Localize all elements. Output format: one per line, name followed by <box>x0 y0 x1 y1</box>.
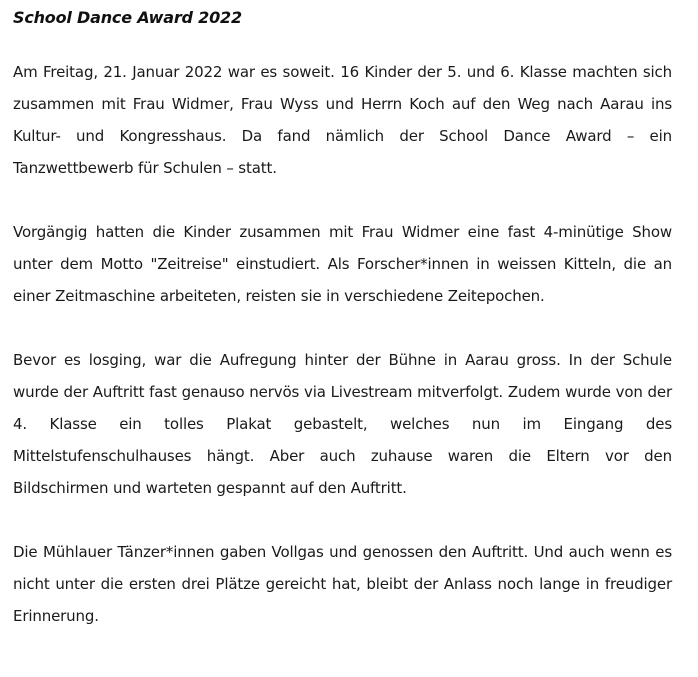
article <box>13 0 672 632</box>
paragraph-trip: Am Freitag, 21. Januar 2022 war es soweit. 16 Kinder der 5. und 6. Klasse machten sich zusammen mit Frau Widmer, Frau Wyss und Herrn Koch auf den Weg nach Aarau ins Kultur- und Kongresshaus. Da fand nämlich der School Dance Award – ein Tanzwettbewerb für Schulen – statt. <box>13 63 672 177</box>
paragraph-excitement: Bevor es losging, war die Aufregung hinter der Bühne in Aarau gross. In der Schule wurde der Auftritt fast genauso nervös via Livestream mitverfolgt. Zudem wurde von der 4. Klasse ein tolles Plakat gebastelt, welches nun im Eingang des Mittelstufenschulhauses hängt. Aber auch zuhause waren die Eltern vor den Bildschirmen und warteten gespannt auf den Auftritt. <box>13 351 672 497</box>
article-title: School Dance Award 2022 <box>13 8 242 27</box>
paragraph-spacer <box>13 184 672 216</box>
paragraph-show: Vorgängig hatten die Kinder zusammen mit Frau Widmer eine fast 4-minütige Show unter dem Motto "Zeitreise" einstudiert. Als Forscher*innen in weissen Kitteln, die an einer Zeitmaschine arbeiteten, reisten sie in verschiedene Zeitepochen. <box>13 223 672 305</box>
paragraph-spacer <box>13 504 672 536</box>
paragraph-result: Die Mühlauer Tänzer*innen gaben Vollgas und genossen den Auftritt. Und auch wenn es nicht unter die ersten drei Plätze gereicht hat, bleibt der Anlass noch lange in freudiger Erinnerung. <box>13 543 672 625</box>
paragraph-spacer <box>13 312 672 344</box>
